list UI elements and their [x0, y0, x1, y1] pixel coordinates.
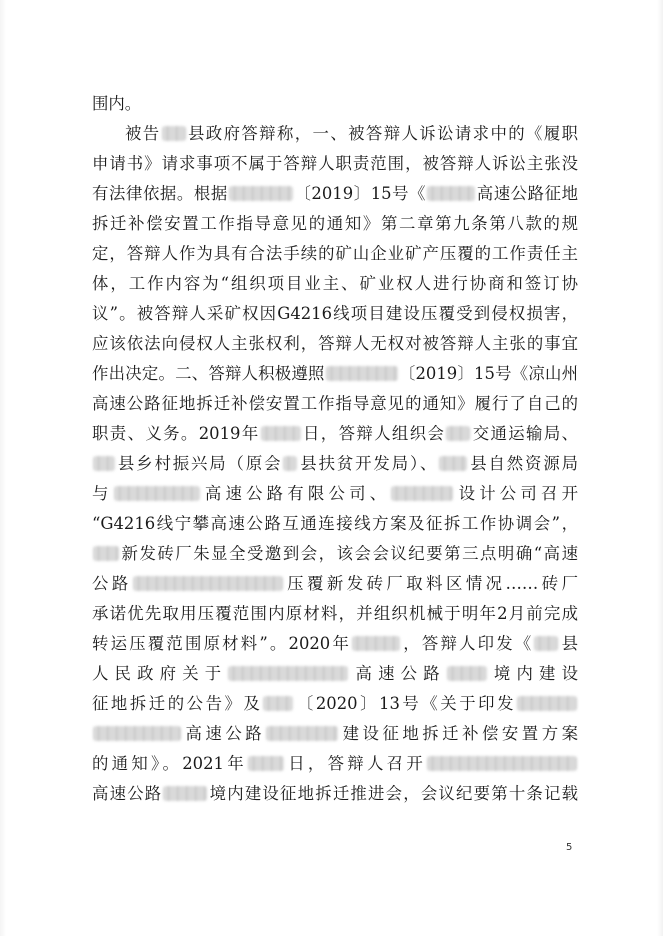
text-line: 人民政府关于 高速公路 境内建设	[92, 664, 579, 683]
redaction-blur	[517, 696, 577, 711]
redaction-blur	[93, 456, 115, 471]
redaction-blur	[248, 756, 284, 771]
redaction-blur	[439, 456, 467, 471]
text-line: 高速公路 建设征地拆迁补偿安置方案	[92, 719, 578, 749]
redaction-blur	[266, 726, 338, 741]
redaction-blur	[447, 666, 487, 681]
text-line: 围内。	[92, 94, 142, 113]
text-line: 申请书》请求事项不属于答辩人职责范围，被答辩人诉讼主张没	[92, 154, 578, 173]
text-line: 新发砖厂朱显全受邀到会，该会会议纪要第三点明确“高速	[92, 539, 578, 569]
redaction-blur	[283, 456, 297, 471]
redaction-blur	[162, 126, 186, 141]
text-line: 高速公路 境内建设征地拆迁推进会，会议纪要第十条记载	[92, 784, 579, 803]
redaction-blur	[228, 666, 348, 681]
redaction-blur	[93, 546, 119, 561]
text-line: 承诺优先取用压覆范围内原材料，并组织机械于明年2月前完成	[92, 604, 578, 623]
text-line: 与 高速公路有限公司、 设计公司召开	[92, 484, 579, 503]
redaction-blur	[427, 756, 577, 771]
text-line: 拆迁补偿安置工作指导意见的通知》第二章第九条第八款的规	[92, 214, 578, 233]
text-line: “G4216线宁攀高速公路互通连接线方案及征拆工作协调会”，	[92, 514, 578, 533]
text-line: 转运压覆范围原材料”。2020年 ，答辩人印发《 县	[92, 634, 579, 653]
redaction-blur	[163, 786, 207, 801]
redaction-blur	[391, 486, 453, 501]
redaction-blur	[446, 426, 470, 441]
redaction-blur	[534, 636, 558, 651]
redaction-blur	[133, 576, 283, 591]
redaction-blur	[427, 186, 475, 201]
text-line: 公路 压覆新发砖厂取料区情况……砖厂	[92, 574, 579, 593]
redaction-blur	[261, 426, 301, 441]
text-line: 体，工作内容为“组织项目业主、矿业权人进行协商和签订协	[92, 274, 578, 293]
text-line: 作出决定。二、答辩人积极遵照 〔2019〕15号《凉山州	[92, 364, 579, 383]
text-line: 定，答辩人作为具有合法手续的矿山企业矿产压覆的工作责任主	[92, 244, 578, 263]
text-line: 职责、义务。2019年 日，答辩人组织会 交通运输局、	[92, 424, 579, 443]
redaction-blur	[229, 186, 293, 201]
text-line: 有法律依据。根据 〔2019〕15号《 高速公路征地	[92, 184, 579, 203]
text-line: 议”。被答辩人采矿权因G4216线项目建设压覆受到侵权损害，	[92, 304, 578, 323]
redaction-blur	[352, 636, 400, 651]
body-text	[92, 89, 578, 809]
text-line: 征地拆迁的公告》及 〔2020〕13号《关于印发	[92, 689, 578, 719]
text-line: 县乡村振兴局（原会 县扶贫开发局）、 县自然资源局	[92, 449, 578, 479]
text-line: 的通知》。2021年 日，答辩人召开	[92, 749, 578, 779]
redaction-blur	[263, 696, 293, 711]
text-line: 高速公路征地拆迁补偿安置工作指导意见的通知》履行了自己的	[92, 394, 578, 413]
redaction-blur	[326, 366, 398, 381]
text-line: 应该依法向侵权人主张权利，答辩人无权对被答辩人主张的事宜	[92, 334, 578, 353]
page-number: 5	[566, 842, 573, 853]
redaction-blur	[114, 486, 200, 501]
redaction-blur	[93, 726, 181, 741]
text-line: 被告 县政府答辩称，一、被答辩人诉讼请求中的《履职	[125, 124, 579, 143]
